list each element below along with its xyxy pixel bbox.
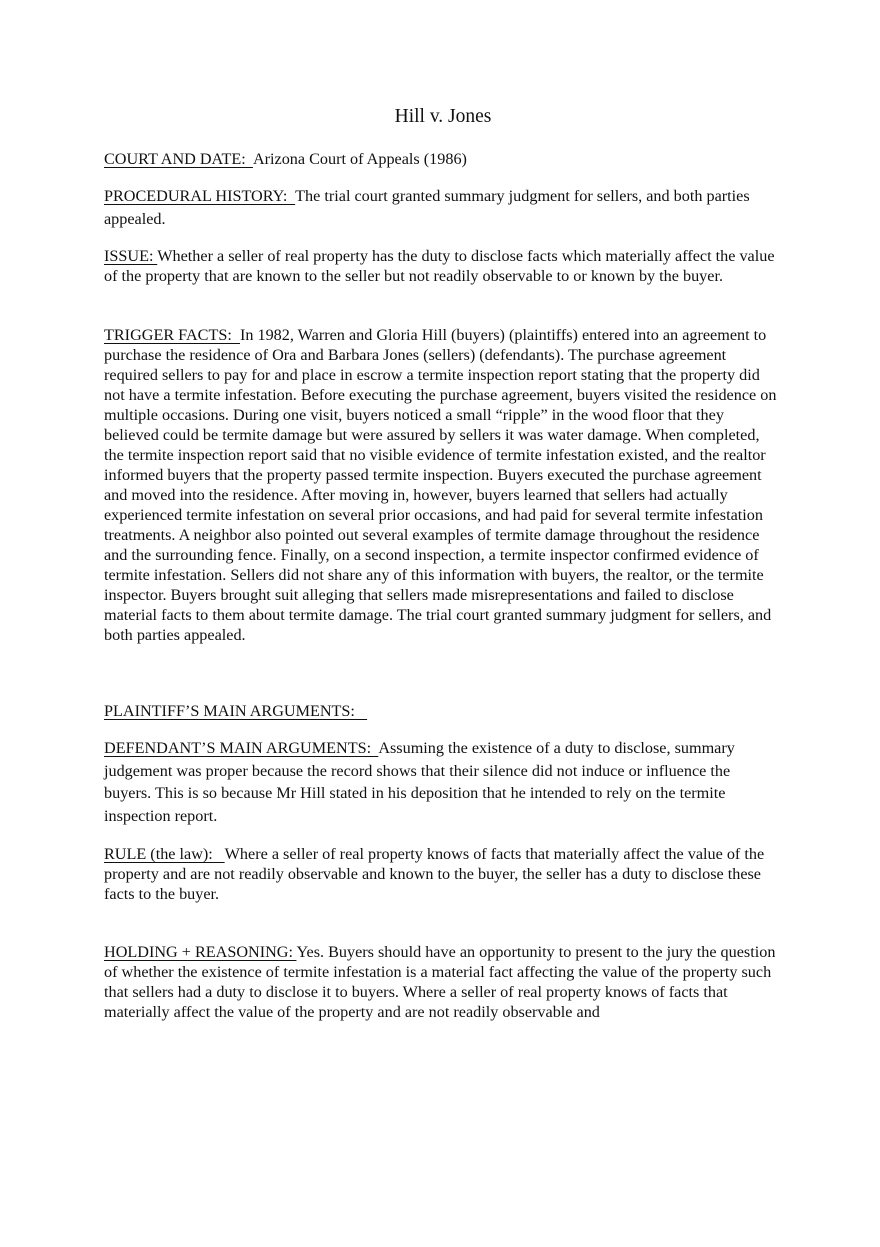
trigger-facts-label: TRIGGER FACTS: [104,326,240,344]
issue-text: Whether a seller of real property has the duty to disclose facts which materially affect the value of the property that are known to the seller but not readily observable to or known by the buyer. [104,247,775,285]
plaintiff-arguments-label: PLAINTIFF’S MAIN ARGUMENTS: [104,702,368,720]
holding-text: Yes. Buyers should have an opportunity to present to the jury the question of whether the existence of termite infestation is a material fact affecting the value of the property such that sellers had a duty to disclose it to buyers. Where a seller of real property knows of facts that materially affect the value of the property and are not readily observable and [104,943,776,1021]
case-title: Hill v. Jones [394,106,492,127]
court-and-date-paragraph [104,149,780,169]
defendant-arguments-label: DEFENDANT’S MAIN ARGUMENTS: [104,739,379,757]
court-and-date-label: COURT AND DATE: [104,150,253,168]
rule-paragraph [104,844,780,904]
court-and-date-text: Arizona Court of Appeals (1986) [252,150,467,168]
holding-label: HOLDING + REASONING: [104,943,297,961]
issue-paragraph [104,246,780,286]
procedural-history-text: The trial court granted summary judgment for sellers, and both parties appealed. [104,187,750,228]
rule-label: RULE (the law): [104,845,225,863]
defendant-arguments-text: Assuming the existence of a duty to disclose, summary judgement was proper because the record shows that their silence did not induce or influence the buyers. This is so because Mr Hill stated in his deposition that he intended to rely on the termite inspection report. [104,739,735,825]
rule-text: Where a seller of real property knows of facts that materially affect the value of the property and are not readily observable and known to the buyer, the seller has a duty to disclose these facts to the buyer. [104,845,765,903]
issue-label: ISSUE: [104,247,158,265]
holding-paragraph [104,942,780,1022]
plaintiff-arguments-paragraph [104,701,780,721]
trigger-facts-text: In 1982, Warren and Gloria Hill (buyers) (plaintiffs) entered into an agreement to purchase the residence of Ora and Barbara Jones (sellers) (defendants). The purchase agreement required sellers to pay for and place in escrow a termite inspection report stating that the property did not have a termite infestation. Before executing the purchase agreement, buyers visited the residence on multiple occasions. During one visit, buyers noticed a small “ripple” in the wood floor that they believed could be termite damage but were assured by sellers it was water damage. When completed, the termite inspection report said that no visible evidence of termite infestation existed, and the realtor informed buyers that the property passed termite inspection. Buyers executed the purchase agreement and moved into the residence. After moving in, however, buyers learned that sellers had actually experienced termite infestation on several prior occasions, and had paid for several termite infestation treatments. A neighbor also pointed out several examples of termite damage throughout the residence and the surrounding fence. Finally, on a second inspection, a termite inspector confirmed evidence of termite infestation. Sellers did not share any of this information with buyers, the realtor, or the termite inspector. Buyers brought suit alleging that sellers made misrepresentations and failed to disclose material facts to them about termite damage. The trial court granted summary judgment for sellers, and both parties appealed. [104,326,777,644]
defendant-arguments-paragraph [104,737,780,827]
procedural-history-paragraph [104,185,780,230]
trigger-facts-paragraph [104,325,780,645]
procedural-history-label: PROCEDURAL HISTORY: [104,187,296,205]
